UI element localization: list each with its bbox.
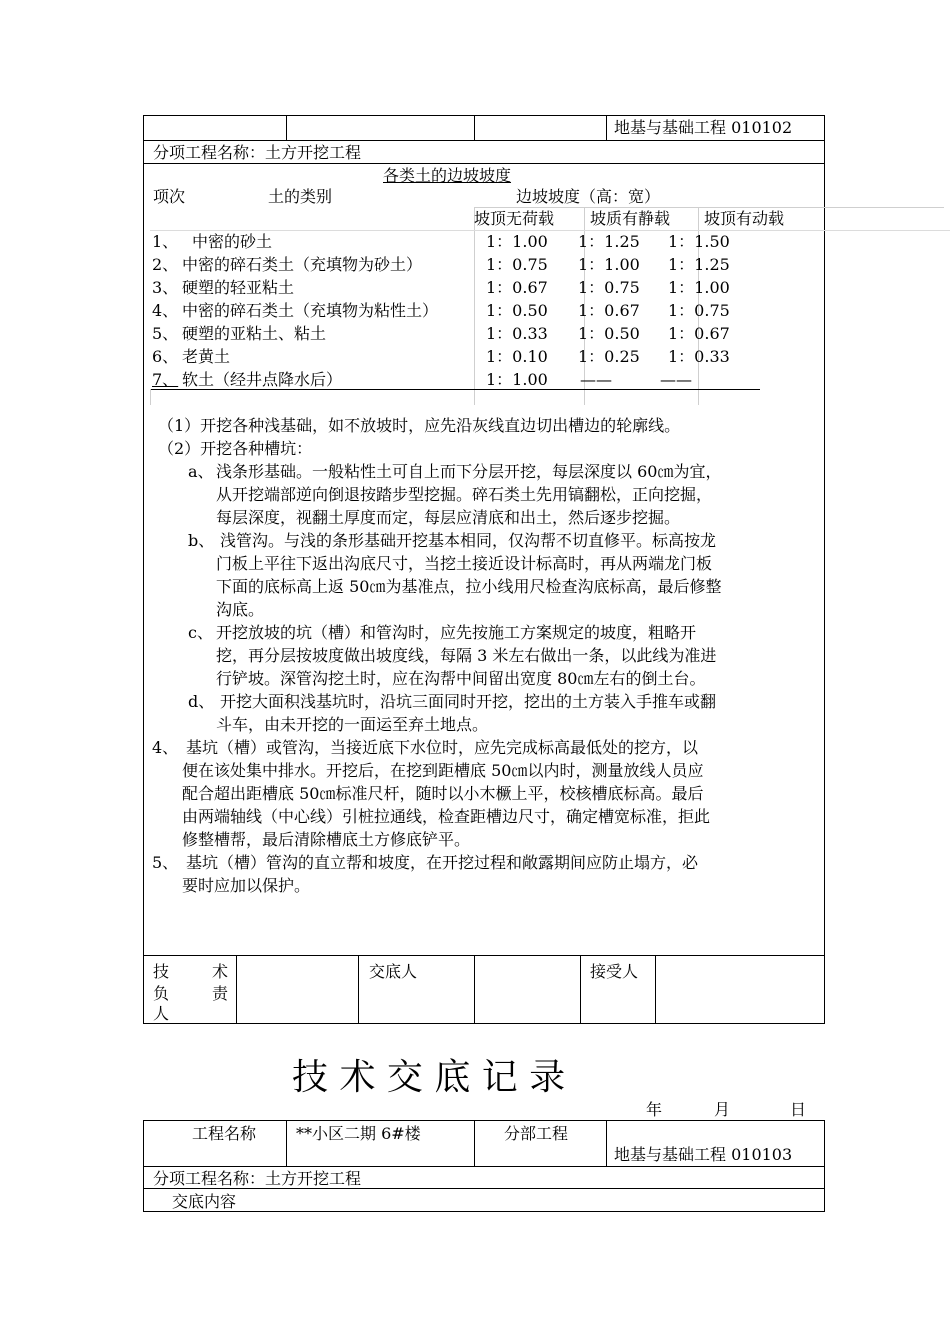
paragraph-2: （2）开挖各种槽坑： [158, 439, 313, 458]
item-b-line: 沟底。 [216, 600, 265, 619]
item-c-line: 开挖放坡的坑（槽）和管沟时，应先按施工方案规定的坡度，粗略开 [216, 623, 697, 642]
item-b-line: 浅管沟。与浅的条形基础开挖基本相同，仅沟帮不切直修平。标高按龙 [220, 531, 717, 550]
item-5-line: 要时应加以保护。 [182, 876, 311, 895]
item-c-line: 挖，再分层按坡度做出坡度线，每隔 3 米左右做出一条，以此线为准进 [216, 646, 717, 665]
item-c-line: 行铲坡。深管沟挖土时，应在沟帮中间留出宽度 80㎝左右的倒土台。 [216, 669, 706, 688]
receiver-label: 接受人 [590, 962, 639, 981]
tech-lead-char: 技 [153, 962, 170, 981]
row-v3: —— [660, 370, 692, 389]
row-v2: —— [580, 370, 612, 389]
row-v2: 1：0.75 [578, 278, 640, 297]
project-name-label: 工程名称 [192, 1124, 257, 1143]
item-4-line: 由两端轴线（中心线）引桩拉通线，检查距槽边尺寸，确定槽宽标准，拒此 [182, 807, 711, 826]
row-no: 1、 [152, 232, 179, 251]
subitem-name: 分项工程名称：土方开挖工程 [153, 1169, 362, 1188]
row-v3: 1：0.33 [668, 347, 730, 366]
row-v1: 1：1.00 [486, 370, 548, 389]
sub-header: 坡顶无荷载 [474, 209, 555, 228]
row-soil: 硬塑的亚粘土、粘土 [182, 324, 327, 343]
sub-header: 坡质有静载 [590, 209, 671, 228]
item-b-line: 门板上平往下返出沟底尺寸，当挖土接近设计标高时，再从两端龙门板 [216, 554, 713, 573]
item-b-line: 下面的底标高上返 50㎝为基准点，拉小线用尺检查沟底标高，最后修整 [216, 577, 722, 596]
row-v2: 1：1.00 [578, 255, 640, 274]
project-name-value: **小区二期 6#楼 [296, 1124, 421, 1143]
date-month: 月 [714, 1100, 731, 1119]
tech-lead-char: 责 [212, 984, 229, 1003]
row-v3: 1：1.50 [668, 232, 730, 251]
item-c-label: c、 [188, 623, 213, 642]
row-v1: 1：0.33 [486, 324, 548, 343]
row-v1: 1：0.10 [486, 347, 548, 366]
row-soil: 老黄土 [182, 347, 231, 366]
row-v1: 1：0.50 [486, 301, 548, 320]
header-code: 地基与基础工程 010102 [614, 118, 793, 137]
row-no: 7、 [152, 370, 179, 389]
row-soil: 软土（经井点降水后） [182, 370, 343, 389]
item-a-line: 浅条形基础。一般粘性土可自上而下分层开挖，每层深度以 60㎝为宜， [216, 462, 722, 481]
row-v1: 1：0.75 [486, 255, 548, 274]
row-v2: 1：0.25 [578, 347, 640, 366]
col-slope-header: 边坡坡度（高：宽） [516, 187, 661, 206]
row-v2: 1：0.67 [578, 301, 640, 320]
subitem-name: 分项工程名称：土方开挖工程 [153, 143, 362, 162]
date-day: 日 [790, 1100, 807, 1119]
row-no: 6、 [152, 347, 179, 366]
row-v1: 1：1.00 [486, 232, 548, 251]
row-soil: 中密的碎石类土（充填物为粘性土） [182, 301, 439, 320]
row-v3: 1：0.67 [668, 324, 730, 343]
row-no: 5、 [152, 324, 179, 343]
row-no: 4、 [152, 301, 179, 320]
content-label: 交底内容 [172, 1192, 237, 1211]
item-a-line: 每层深度，视翻土厚度而定，每层应清底和出土，然后逐步挖掘。 [216, 508, 681, 527]
item-5-line: 基坑（槽）管沟的直立帮和坡度，在开挖过程和敞露期间应防止塌方，必 [186, 853, 699, 872]
item-d-line: 斗车，由未开挖的一面运至弃土地点。 [216, 715, 489, 734]
division-value: 地基与基础工程 010103 [614, 1145, 793, 1164]
item-4-line: 基坑（槽）或管沟，当接近底下水位时，应先完成标高最低处的挖方，以 [186, 738, 699, 757]
row-v2: 1：0.50 [578, 324, 640, 343]
item-4-line: 配合超出距槽底 50㎝标准尺杆，随时以小木橛上平，校核槽底标高。最后 [182, 784, 704, 803]
date-year: 年 [646, 1100, 663, 1119]
row-soil: 中密的碎石类土（充填物为砂土） [182, 255, 423, 274]
item-4-label: 4、 [152, 738, 179, 757]
item-a-label: a、 [188, 462, 214, 481]
tech-lead-char: 术 [212, 962, 229, 981]
tech-lead-char: 负 [153, 984, 170, 1003]
item-5-label: 5、 [152, 853, 179, 872]
row-no: 3、 [152, 278, 179, 297]
row-v3: 1：1.25 [668, 255, 730, 274]
page-title: 技 术 交 底 记 录 [292, 1057, 566, 1098]
handover-label: 交底人 [369, 962, 418, 981]
item-b-label: b、 [188, 531, 215, 550]
item-d-label: d、 [188, 692, 215, 711]
row-v3: 1：0.75 [668, 301, 730, 320]
slope-table-title: 各类土的边坡坡度 [383, 166, 512, 185]
row-v2: 1：1.25 [578, 232, 640, 251]
item-a-line: 从开挖端部逆向倒退按踏步型挖掘。碎石类土先用镐翻松，正向挖掘， [216, 485, 713, 504]
row-soil: 中密的砂土 [192, 232, 273, 251]
row-v1: 1：0.67 [486, 278, 548, 297]
item-d-line: 开挖大面积浅基坑时，沿坑三面同时开挖，挖出的土方装入手推车或翻 [220, 692, 717, 711]
paragraph-1: （1）开挖各种浅基础，如不放坡时，应先沿灰线直边切出槽边的轮廓线。 [158, 416, 681, 435]
division-label: 分部工程 [504, 1124, 569, 1143]
row-v3: 1：1.00 [668, 278, 730, 297]
col-soil-header: 土的类别 [268, 187, 333, 206]
row-no: 2、 [152, 255, 179, 274]
row-soil: 硬塑的轻亚粘土 [182, 278, 295, 297]
tech-lead-char: 人 [153, 1004, 170, 1023]
sub-header: 坡顶有动载 [704, 209, 785, 228]
item-4-line: 便在该处集中排水。开挖后，在挖到距槽底 50㎝以内时，测量放线人员应 [182, 761, 704, 780]
item-4-line: 修整槽帮，最后清除槽底土方修底铲平。 [182, 830, 471, 849]
col-no-header: 项次 [153, 187, 186, 206]
